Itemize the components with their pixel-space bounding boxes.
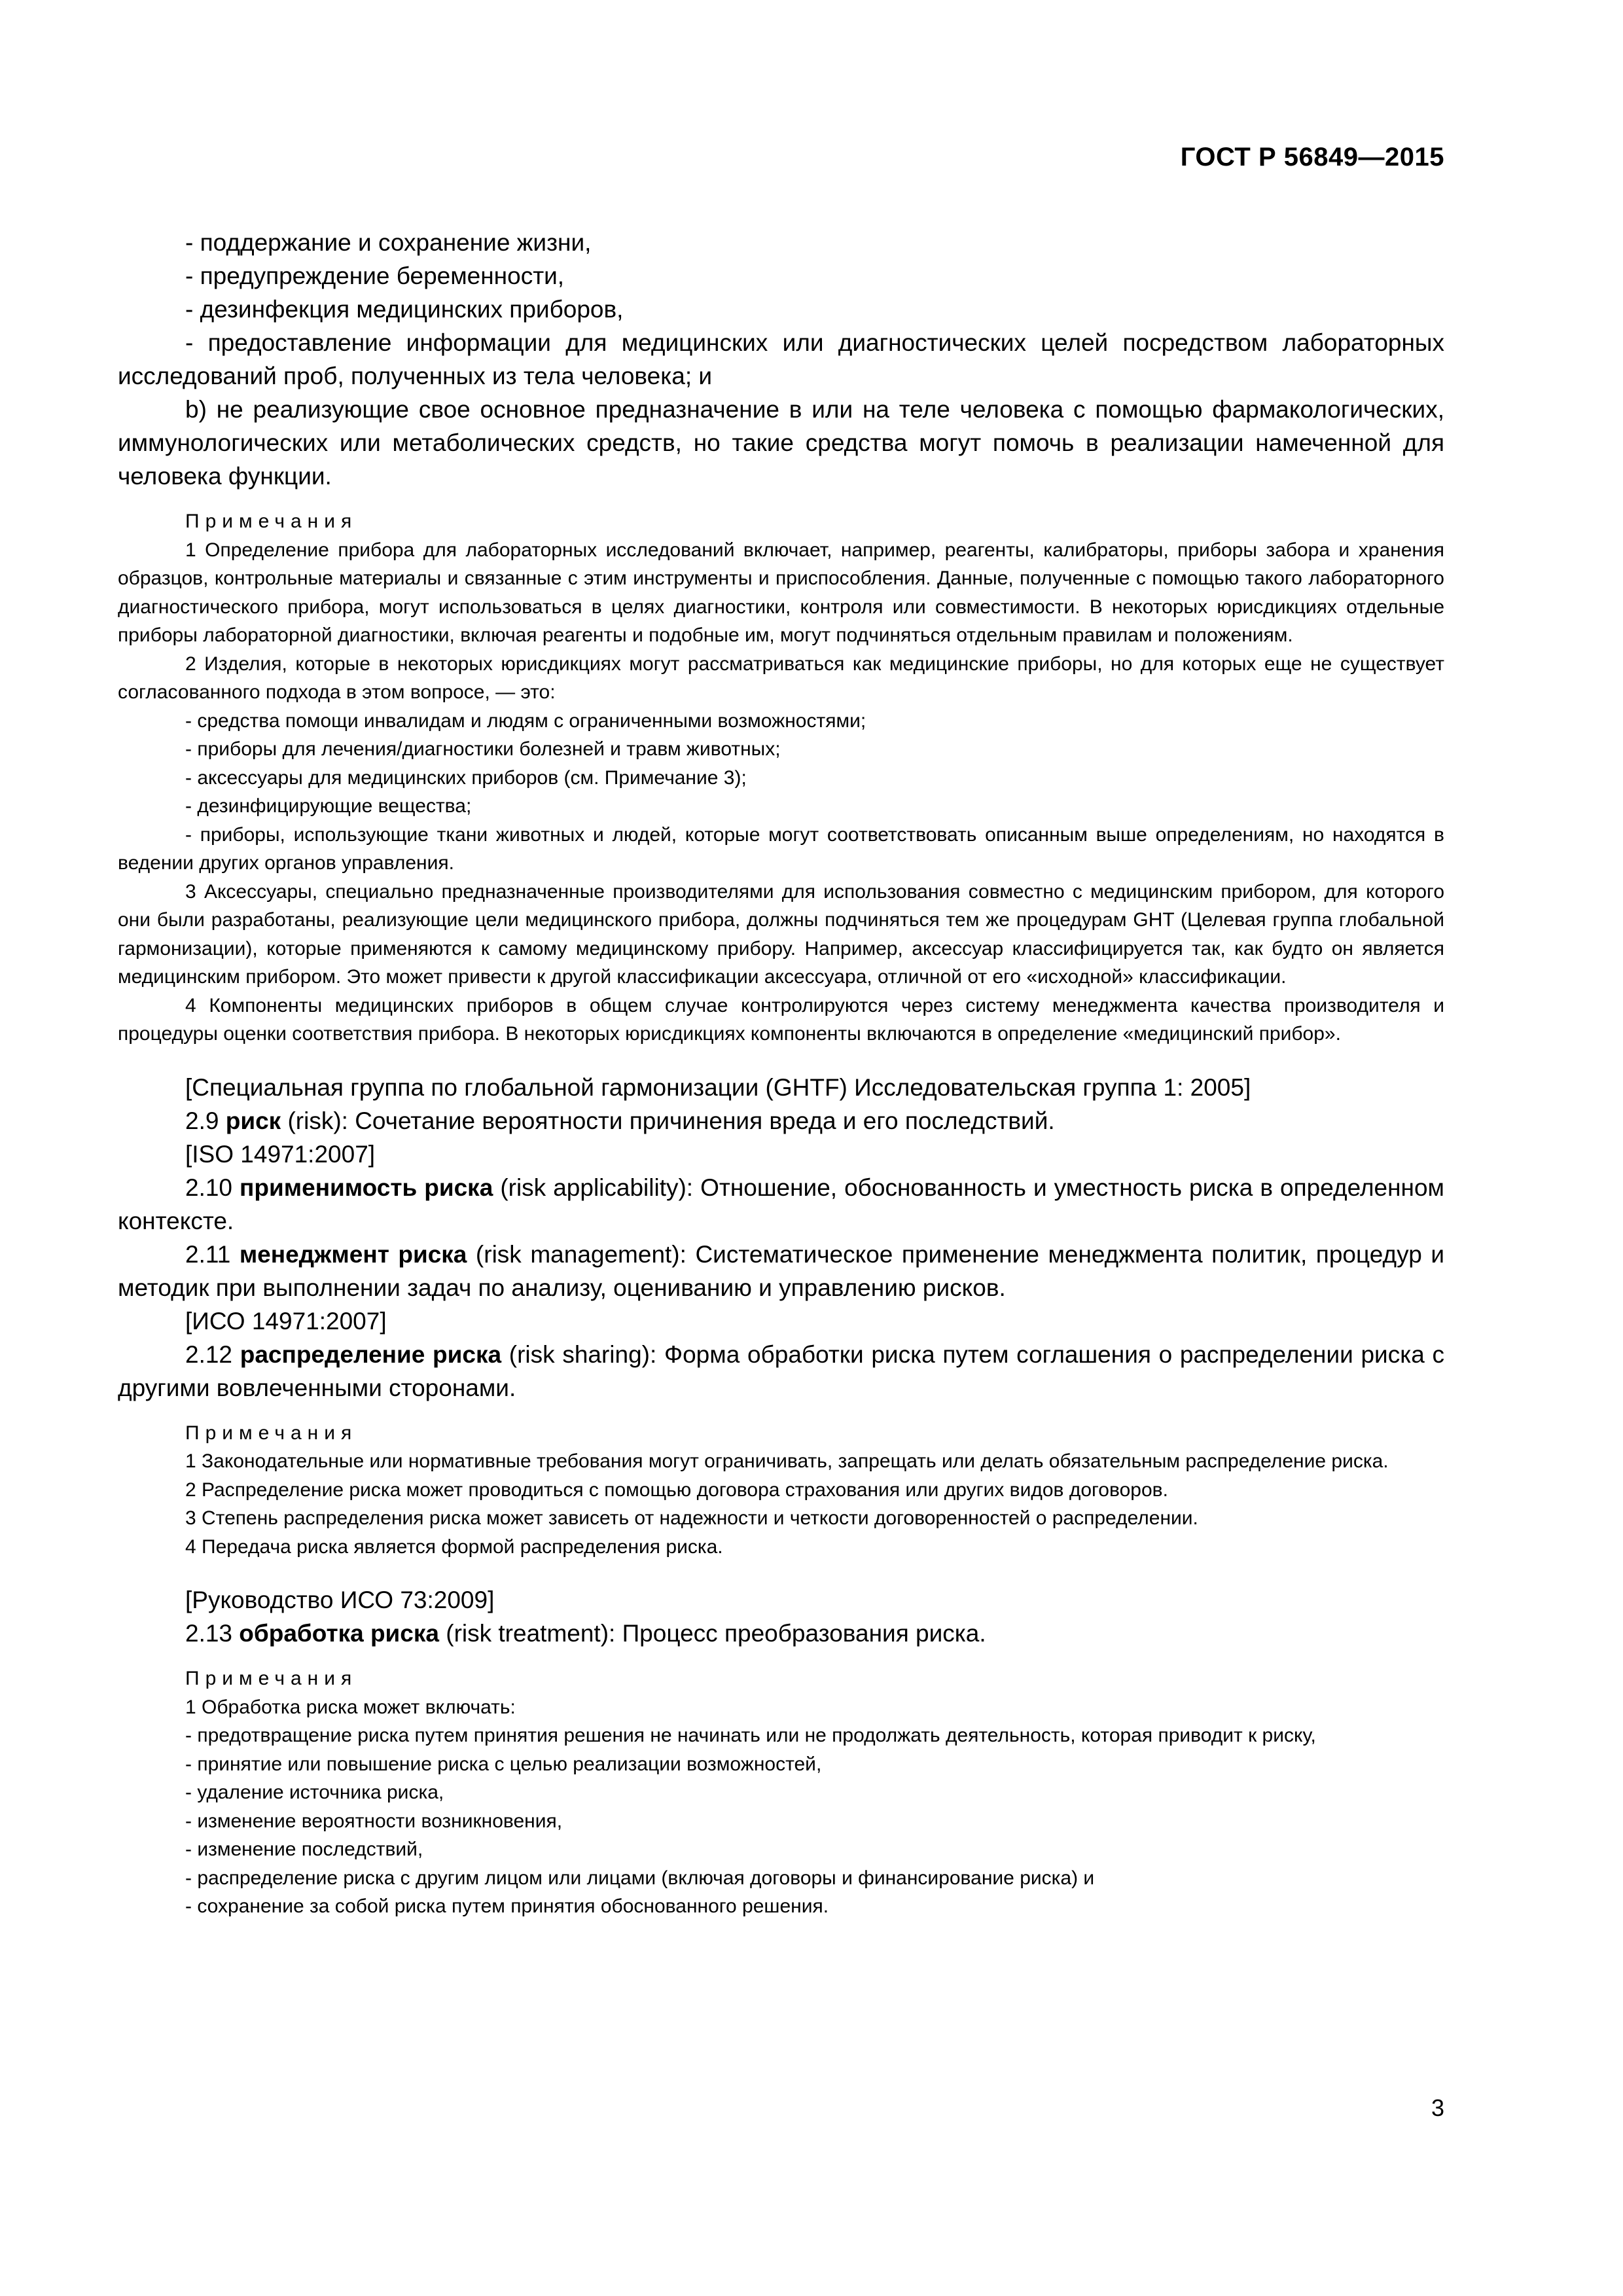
note-list-item: - приборы, использующие ткани животных и людей, которые могут соответствовать описанным выше определениям, но находятся в ведении других органов управления. [118,823,1444,874]
term-name: риск [225,1107,281,1134]
note-item: 2 Распределение риска может проводиться с помощью договора страхования или других видов договоров. [185,1479,1168,1501]
source-reference: [ИСО 14971:2007] [185,1307,387,1335]
term-2-11 [118,1238,1444,1304]
note-item: 2 Изделия, которые в некоторых юрисдикциях могут рассматриваться как медицинские приборы, но для которых еще не существует согласованного подхода в этом вопросе, — это: [118,653,1444,703]
note-list-item: - приборы для лечения/диагностики болезней и травм животных; [185,738,781,760]
term-definition: (risk): Сочетание вероятности причинения вреда и его последствий. [281,1107,1055,1134]
note-list-item: - сохранение за собой риска путем принятия обоснованного решения. [185,1895,829,1917]
note-list-item: - принятие или повышение риска с целью реализации возможностей, [185,1753,822,1775]
term-2-9 [118,1104,1444,1138]
note-item: 3 Аксессуары, специально предназначенные производителями для использования совместно с медицинским прибором, для которого они были разработаны, реализующие цели медицинского прибора, должны подчиняться тем же процедурам GHT (Целевая группа глобальной гармонизации), которые применяются к самому медицинскому прибору. Например, аксессуар классифицируется так, как будто он является медицинским прибором. Это может привести к другой классификации аксессуара, отличной от его «исходной» классификации. [118,880,1444,988]
note-list-item: - удаление источника риска, [185,1782,444,1803]
note-item: 4 Компоненты медицинских приборов в общем случае контролируются через систему менеджмента качества производителя и процедуры оценки соответствия прибора. В некоторых юрисдикциях компоненты включаются в определение «медицинский прибор». [118,994,1444,1045]
page-number: 3 [1431,2094,1444,2121]
list-item: - предоставление информации для медицинских или диагностических целей посредством лабораторных исследований проб, полученных из тела человека; и [118,329,1444,389]
paragraph-item-b: b) не реализующие свое основное предназначение в или на теле человека с помощью фармакологических, иммунологических или метаболических средств, но такие средства могут помочь в реализации намеченной для человека функции. [118,396,1444,490]
term-number: 2.11 [185,1240,240,1268]
document-body [118,226,1444,1921]
note-list-item: - средства помощи инвалидам и людям с ограниченными возможностями; [185,709,866,732]
note-item: 3 Степень распределения риска может зависеть от надежности и четкости договоренностей о распределении. [185,1507,1198,1529]
notes-title: Примечания [185,511,358,532]
notes-title: Примечания [185,1668,358,1689]
note-list-item: - распределение риска с другим лицом или лицами (включая договоры и финансирование риска) и [185,1867,1095,1889]
term-2-13 [118,1617,1444,1650]
note-list-item: - изменение последствий, [185,1839,423,1860]
term-number: 2.12 [185,1340,240,1368]
term-definition: (risk sharing): Форма обработки риска путем соглашения о распределении риска с другими вовлеченными сторонами. [118,1340,1444,1401]
list-item: - предупреждение беременности, [185,262,565,289]
term-number: 2.9 [185,1107,226,1134]
note-list-item: - изменение вероятности возникновения, [185,1810,563,1832]
term-2-10 [118,1171,1444,1238]
term-2-12 [118,1338,1444,1405]
list-item: - поддержание и сохранение жизни, [185,229,592,256]
document-header: ГОСТ Р 56849—2015 [1180,143,1444,171]
note-list-item: - дезинфицирующие вещества; [185,795,472,817]
term-name: менеджмент риска [239,1240,467,1268]
list-item: - дезинфекция медицинских приборов, [185,296,624,323]
source-reference: [Руководство ИСО 73:2009] [185,1587,495,1613]
source-reference: [Специальная группа по глобальной гармонизации (GHTF) Исследовательская группа 1: 2005] [185,1073,1251,1101]
term-name: обработка риска [239,1620,439,1647]
note-item: 1 Обработка риска может включать: [185,1696,516,1718]
term-number: 2.13 [185,1620,240,1647]
term-name: распределение риска [240,1340,502,1368]
note-item: 4 Передача риска является формой распределения риска. [185,1535,723,1558]
notes-title: Примечания [185,1422,358,1444]
term-definition: (risk treatment): Процесс преобразования риска. [438,1620,986,1647]
source-reference: [ISO 14971:2007] [185,1140,376,1168]
term-definition: (risk applicability): Отношение, обоснованность и уместность риска в определенном контексте. [118,1174,1444,1234]
term-definition: (risk management): Систематическое применение менеджмента политик, процедур и методик при выполнении задач по анализу, оцениванию и управлению рисков. [118,1240,1444,1301]
note-list-item: - аксессуары для медицинских приборов (см. Примечание 3); [185,766,747,789]
note-item: 1 Определение прибора для лабораторных исследований включает, например, реагенты, калибраторы, приборы забора и хранения образцов, контрольные материалы и связанные с этим инструменты и приспособления. Данные, полученные с помощью такого лабораторного диагностического прибора, могут использоваться в целях диагностики, контроля или совместимости. В некоторых юрисдикциях отдельные приборы лабораторной диагностики, включая реагенты и подобные им, могут подчиняться отдельным правилам и положениям. [118,539,1444,646]
term-number: 2.10 [185,1174,240,1201]
term-name: применимость риска [240,1174,493,1201]
note-list-item: - предотвращение риска путем принятия решения не начинать или не продолжать деятельность, которая приводит к риску, [185,1725,1316,1746]
note-item: 1 Законодательные или нормативные требования могут ограничивать, запрещать или делать обязательным распределение риска. [185,1450,1389,1472]
